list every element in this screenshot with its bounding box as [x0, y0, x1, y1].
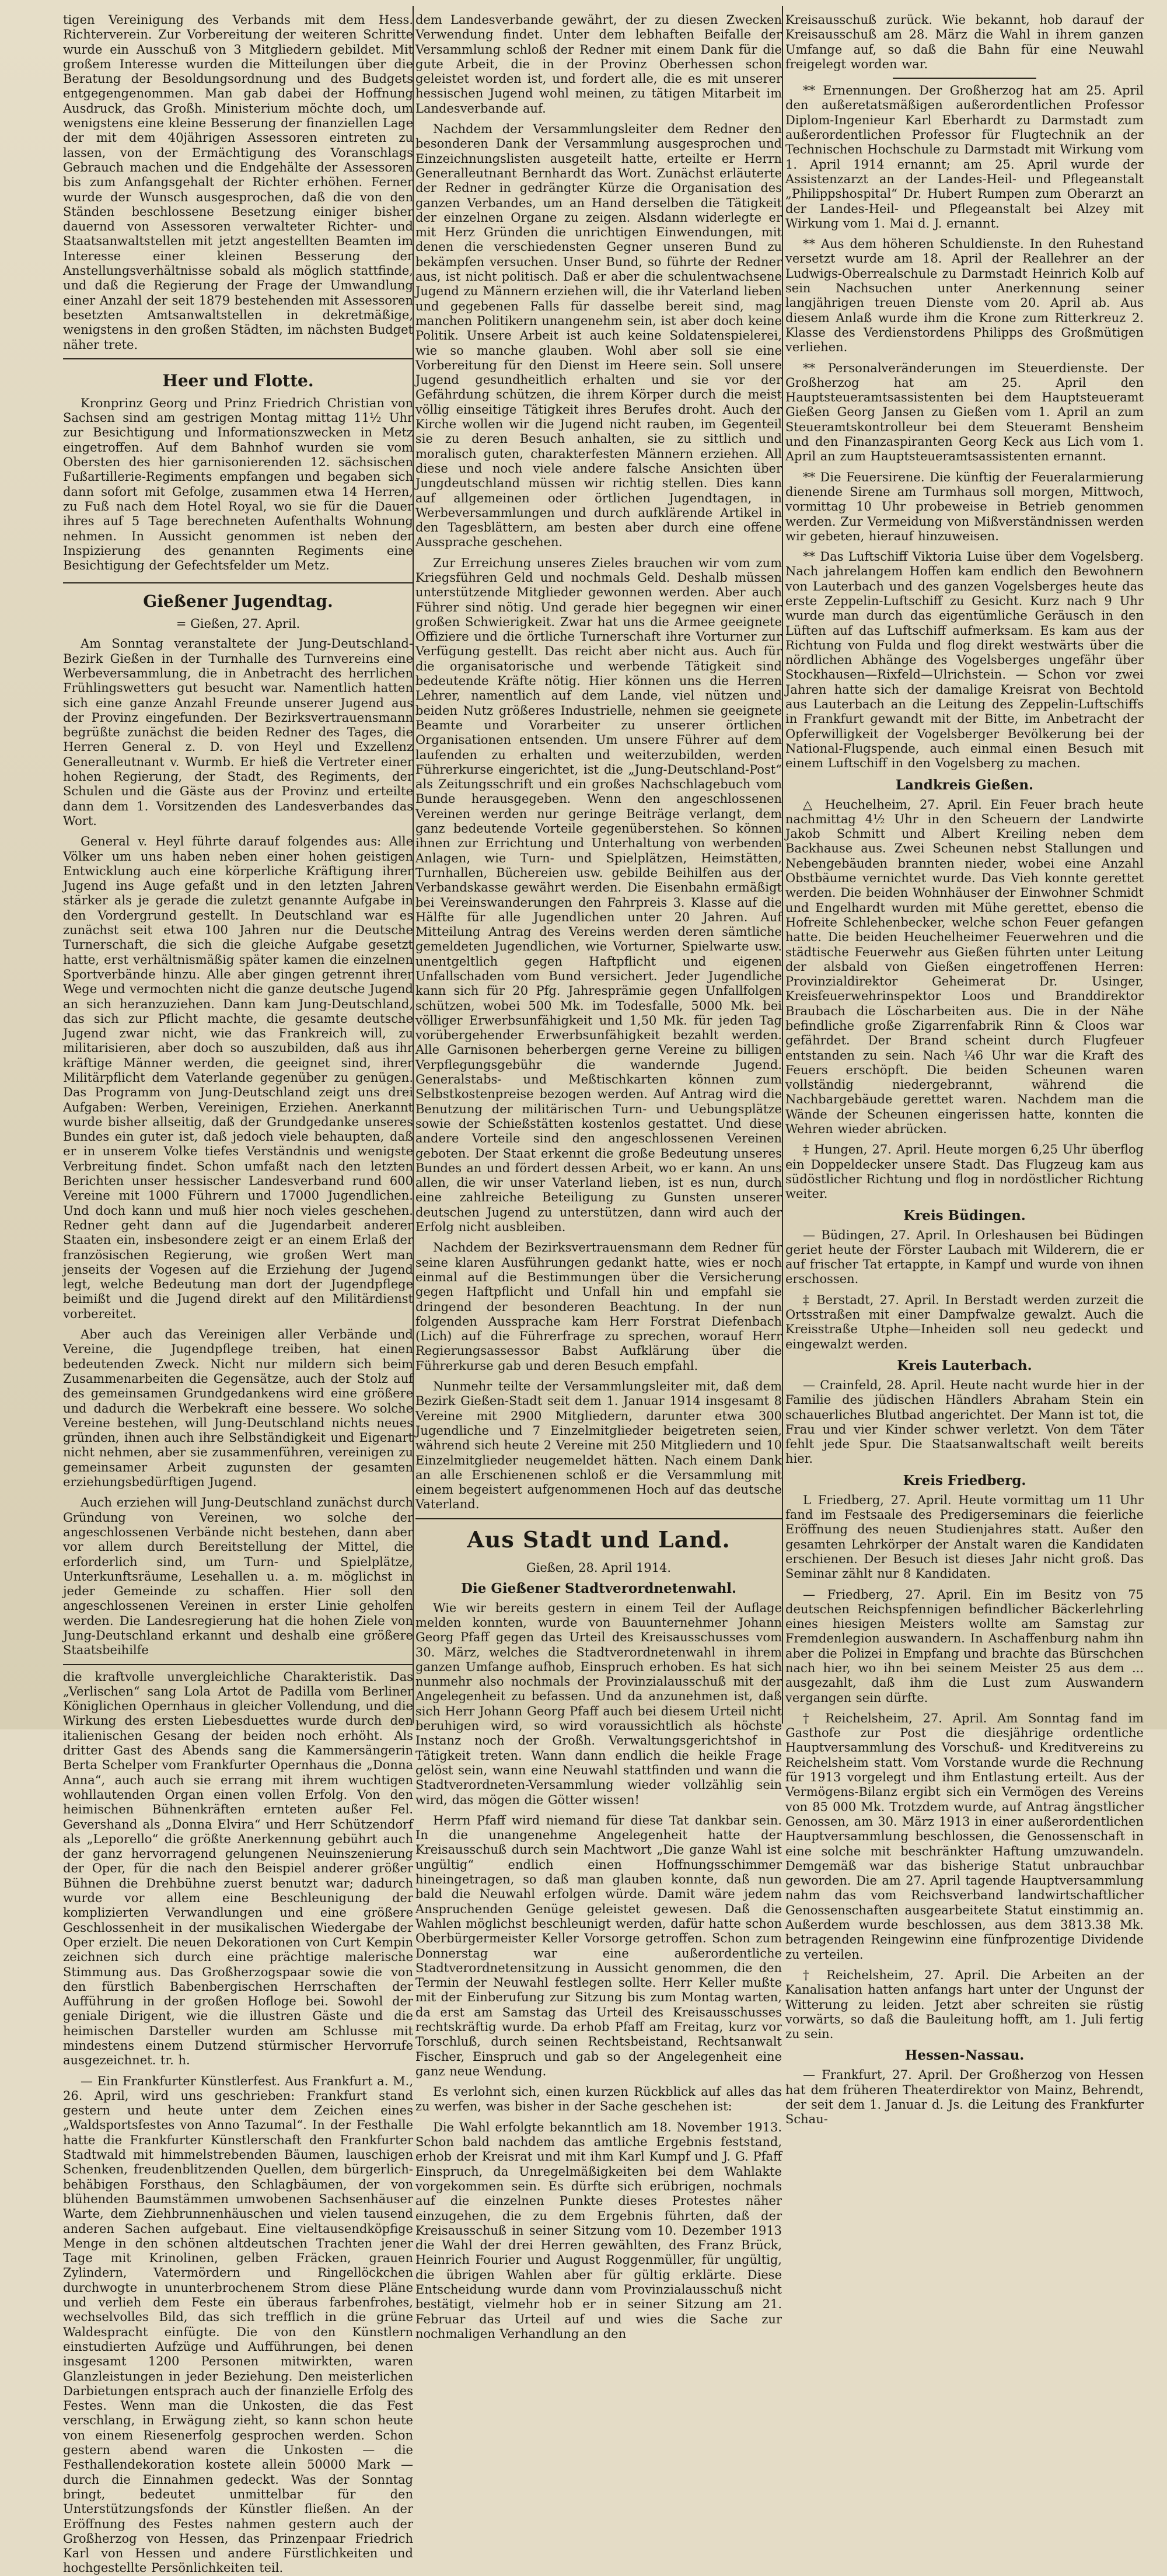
dateline-giessen: = Gießen, 27. April.	[176, 617, 301, 631]
article-jugendtag-p8: Nunmehr teilte der Versammlungsleiter mit, daß dem Bezirk Gießen-Stadt seit dem 1. Januar 1914 insgesamt 8 Vereine mit 2900 Mitgliedern, darunter etwa 300 Jugendliche und 7 Einzelmitglieder beigetreten seien, während sich heute 2 Vereine mit 250 Mitgliedern und 10 Einzelmitglieder neugemeldet hätten. Nach einem Dank an alle Erschienenen schloß er die Versammlung mit einem begeistert aufgenommenen Hoch auf das deutsche Vaterland.	[415, 1379, 782, 1512]
article-feuersirene: ** Die Feuersirene. Die künftig der Feueralarmierung dienende Sirene am Turmhaus soll morgen, Mittwoch, vormittag 10 Uhr probeweise in Betrieb genommen werden. Zur Vermeidung von Mißverständnissen werden wir gebeten, hierauf hinzuweisen.	[785, 470, 1144, 543]
column-rule	[782, 6, 783, 1724]
article-wahl-p1: Wie wir bereits gestern in einem Teil der Auflage melden konnten, wurde von Bauunternehmer Johann Georg Pfaff gegen das Urteil des Kreisausschusses vom 30. März, welches die Stadtverordnetenwahl in ihrem ganzen Umfange aufhob, Einspruch erhoben. Es hat sich nunmehr also nochmals der Provinzialausschuß mit der Angelegenheit zu befassen. Und da anzunehmen ist, daß sich Herr Johann Georg Pfaff auch bei diesem Urteil nicht beruhigen wird, so wird voraussichtlich als höchste Instanz noch der Großh. Verwaltungsgerichtshof in Tätigkeit treten. Wann dann endlich die heikle Frage gelöst sein, wann eine Neuwahl stattfinden und wann die Stadtverordneten-Versammlung wieder vollzählig sein wird, das mögen die Götter wissen!	[415, 1600, 782, 1807]
article-friedberg-legion: — Friedberg, 27. April. Ein im Besitz von 75 deutschen Reichspfennigen befindlicher Bäckerlehrling eines hiesigen Meisters wollte am Samstag zur Fremdenlegion auswandern. In Aschaffenburg nahm ihn aber die Polizei in Empfang und brachte das Bürschchen nach hier, wo ihn bei seinem Meister 25 aus dem ... ausgezahlt, daß ihm die Lust zum Auswandern vergangen sein dürfte.	[785, 1587, 1144, 1705]
feuilleton-kuenstlerfest: — Ein Frankfurter Künstlerfest. Aus Frankfurt a. M., 26. April, wird uns geschrieben: Frankfurt stand gestern und heute unter dem Zeichen eines „Waldsportsfestes von Anno Tazumal“. In der Festhalle hatte die Frankfurter Künstlerschaft den Frankfurter Stadtwald mit himmelstrebenden Bäumen, lauschigen Schenken, freudenblitzenden Quellen, dem bürgerlich-behäbigen Forsthaus, den Schlagbäumen, der von blühenden Baumstämmen umwobenen Sachsenhäuser Warte, dem Ziehbrunnenhäuschen und vielen tausend anderen Sachen aufgebaut. Eine vieltausendköpfige Menge in den schönen altdeutschen Trachten jener Tage mit Krinolinen, gelben Fräcken, grauen Zylindern, Vatermördern und Ringellöckchen durchwogte in ununterbrochenem Strom diese Pläne und verlieh dem Feste ein überaus farbenfrohes, wechselvolles Bild, das sich trefflich in die grüne Waldespracht einfügte. Die von den Künstlern einstudierten Aufzüge und Aufführungen, bei denen insgesamt 1200 Personen mitwirkten, waren Glanzleistungen in jeder Beziehung. Den meisterlichen Darbietungen entsprach auch der finanzielle Erfolg des Festes. Wenn man die Unkosten, die das Fest verschlang, in Erwägung zieht, so kann schon heute von einem Riesenerfolg gesprochen werden. Schon gestern abend waren die Unkosten — die Festhallendekoration kostete allein 50000 Mark — durch die Einnahmen gedeckt. Was der Sonntag bringt, bedeutet unmittelbar für den Unterstützungsfonds der Künstler fließen. An der Eröffnung des Festes nahmen gestern auch der Großherzog von Hessen, das Prinzenpaar Friedrich Karl von Hessen und andere Fürstlichkeiten und hochgestellte Persönlichkeiten teil.	[63, 2074, 413, 2575]
section-heading-kreis-lauterbach: Kreis Lauterbach.	[897, 1357, 1032, 1373]
divider	[415, 1518, 782, 1519]
article-frankfurt: — Frankfurt, 27. April. Der Großherzog von Hessen hat dem früheren Theaterdirektor von Mainz, Behrendt, der seit dem 1. Januar d. Js. die Leitung des Frankfurter Schau-	[785, 2068, 1144, 2127]
article-wahl-p2: Herrn Pfaff wird niemand für diese Tat dankbar sein. In die unangenehme Angelegenheit hatte der Kreisausschuß durch sein Machtwort „Die ganze Wahl ist ungültig“ endlich einen Hoffnungsschimmer hineingetragen, so daß man glauben konnte, daß nun bald die Neuwahl erfolgen würde. Damit wäre jedem Anspruchenden Genüge geleistet gewesen. Daß die Wahlen möglichst beschleunigt werden, dafür hatte schon Oberbürgermeister Keller Vorsorge getroffen. Schon zum Donnerstag war eine außerordentliche Stadtverordnetensitzung in Aussicht genommen, die den Termin der Neuwahl festlegen sollte. Herr Keller mußte mit der Einberufung zur Sitzung bis zum Montag warten, da erst am Samstag das Urteil des Kreisausschusses rechtskräftig wurde. Da erhob Pfaff am Freitag, kurz vor Torschluß, durch seinen Rechtsbeistand, Rechtsanwalt Fischer, Einspruch und gab so der Angelegenheit eine ganz neue Wendung.	[415, 1813, 782, 2078]
section-heer	[63, 358, 413, 584]
article-hungen: ‡ Hungen, 27. April. Heute morgen 6,25 Uhr überflog ein Doppeldecker unsere Stadt. Das Flugzeug kam aus südöstlicher Richtung und flog in nordöstlicher Richtung weiter.	[785, 1142, 1144, 1201]
article-continuation-assessoren: tigen Vereinigung des Verbands mit dem Hess. Richterverein. Zur Vorbereitung der weiteren Schritte wurde ein Ausschuß von 3 Mitgliedern gebildet. Mit großem Interesse wurden die Mitteilungen über die Beratung der Besoldungsordnung und des Budgets entgegengenommen. Man gab dabei der Hoffnung Ausdruck, das Großh. Ministerium möchte doch, um wenigstens eine kleine Besserung der finanziellen Lage der mit dem 40jährigen Assessoren eintreten zu lassen, von der Ermächtigung des Voranschlags Gebrauch machen und die Endgehälte der Assessoren bis zum Anfangsgehalt der Richter erhöhen. Ferner wurde der Wunsch ausgesprochen, daß die von den Ständen beschlossene Besetzung einiger bisher dauernd von Assessoren verwalteter Richter- und Staatsanwaltstellen mit jetzt angestellten Beamten im Interesse einer kleinen Besserung der Anstellungsverhältnisse sobald als möglich stattfinde, und daß die Regierung der Frage der Umwandlung einer Anzahl der seit 1879 bestehenden mit Assessoren besetzten Amtsanwaltstellen in dekretmäßige, wenigstens in den großen Städten, im nächsten Budget näher trete.	[63, 13, 413, 352]
article-buedingen: — Büdingen, 27. April. In Orleshausen bei Büdingen geriet heute der Förster Laubach mit Wilderern, die er auf frischer Tat ertappte, in Kampf und wurde von ihnen erschossen.	[785, 1228, 1144, 1287]
article-berstadt: ‡ Berstadt, 27. April. In Berstadt werden zurzeit die Ortsstraßen mit einer Dampfwalze gewalzt. Auch die Kreisstraße Utphe—Inheiden soll neu gedeckt und eingewalzt werden.	[785, 1292, 1144, 1351]
article-ernennungen: ** Ernennungen. Der Großherzog hat am 25. April den außeretatsmäßigen außerordentlichen Professor Diplom-Ingenieur Karl Eberhardt zu Darmstadt zum außerordentlichen Professor für Flugtechnik an der Technischen Hochschule zu Darmstadt mit Wirkung vom 1. April 1914 ernannt; am 25. April wurde der Assistenzarzt an der Landes-Heil- und Pflegeanstalt „Philippshospital“ Dr. Hubert Rumpen zum Oberarzt an der Landes-Heil- und Pflegeanstalt bei Alzey mit Wirkung vom 1. Mai d. J. ernannt.	[785, 83, 1144, 230]
section-heading-kreis-friedberg: Kreis Friedberg.	[903, 1472, 1026, 1488]
column-middle	[415, 13, 782, 2341]
article-jugendtag-p2: General v. Heyl führte darauf folgendes aus: Alle Völker um uns haben neben einer hohen geistigen Entwicklung auch eine körperliche Kräftigung ihrer Jugend ins Auge gefaßt und in den letzten Jahren stärker als je gerade die zuletzt genannte Aufgabe in den Vordergrund gestellt. In Deutschland war es zunächst seit etwa 100 Jahren nur die Deutsche Turnerschaft, die sich die gleiche Aufgabe gesetzt hatte, erst verhältnismäßig später kamen die einzelnen Sportverbände hinzu. Alle aber gingen getrennt ihrer Wege und vermochten nicht die ganze deutsche Jugend an sich heranzuziehen. Dann kam Jung-Deutschland, das sich zur Pflicht machte, die gesamte deutsche Jugend zwar nicht, wie das Frankreich will, zu militarisieren, aber doch so auszubilden, daß aus ihr kräftige Männer werden, die geeignet sind, ihrer Militärpflicht dem Vaterlande gegenüber zu genügen. Das Programm von Jung-Deutschland zeigt uns drei Aufgaben: Werben, Vereinigen, Erziehen. Anerkannt wurde bisher allseitig, daß der Grundgedanke unseres Bundes ein guter ist, daß jedoch viele behaupten, daß er in unserem Volke tiefes Verständnis und wenigste Verbreitung findet. Schon umfaßt nach den letzten Berichten unser hessischer Landesverband rund 600 Vereine mit 1000 Führern und 17000 Jugendlichen. Und doch kann und muß hier noch vieles geschehen. Redner geht dann auf die Jugendarbeit anderer Staaten ein, insbesondere zeigt er an einem Erlaß der französischen Regierung, wie großen Wert man jenseits der Vogesen auf die Erziehung der Jugend legt, welche Bedeutung man dort der Jugendpflege beimißt und die Jugend direkt auf den Militärdienst vorbereitet.	[63, 834, 413, 1321]
article-friedberg-seminar: L Friedberg, 27. April. Heute vormittag um 11 Uhr fand im Festsaale des Predigerseminars die feierliche Eröffnung des neuen Studienjahres statt. Außer den gesamten Lehrkörper der Anstalt waren die Kandidaten erschienen. Der Besuch ist dieses Jahr nicht groß. Das Seminar zählt nur 8 Kandidaten.	[785, 1493, 1144, 1581]
dateline-giessen-1914: Gießen, 28. April 1914.	[526, 1560, 672, 1575]
article-heuchelheim: △ Heuchelheim, 27. April. Ein Feuer brach heute nachmittag 4½ Uhr in den Scheuern der Landwirte Jakob Schmitt und Albert Kreiling neben dem Backhause aus. Zwei Scheunen nebst Stallungen und Nebengebäuden brannten nieder, wobei eine Anzahl Obstbäume vernichtet wurde. Das Vieh konnte gerettet werden. Die beiden Wohnhäuser der Einwohner Schmidt und Engelhardt wurden mit Mühe gerettet, ebenso die Hofreite Schlehenbecker, welche schon Feuer gefangen hatte. Die beiden Heuchelheimer Feuerwehren und die städtische Feuerwehr aus Gießen führten unter Leitung der alsbald von Gießen eingetroffenen Herren: Provinzialdirektor Geheimerat Dr. Usinger, Kreisfeuerwehrinspektor Loos und Branddirektor Braubach die Löscharbeiten aus. Die in der Nähe befindliche große Zigarrenfabrik Rinn & Cloos war gefährdet. Der Brand scheint durch Flugfeuer entstanden zu sein. Nach ¼6 Uhr war die Kraft des Feuers erschöpft. Die beiden Scheunen waren vollständig niedergebrannt, während die Nachbargebäude gerettet waren. Nachdem man die Wände der Scheunen eingerissen hatte, konnten die Wehren wieder abrücken.	[785, 797, 1144, 1137]
article-wahl-continuation: Kreisausschuß zurück. Wie bekannt, hob darauf der Kreisausschuß am 28. März die Wahl in ihrem ganzen Umfange auf, so daß die Bahn für eine Neuwahl freigelegt worden war.	[785, 13, 1144, 71]
divider	[893, 78, 1036, 79]
article-jugendtag-p4: Auch erziehen will Jung-Deutschland zunächst durch Gründung von Vereinen, wo solche der angeschlossenen Verbände nicht bestehen, dann aber vor allem durch Bereitstellung der Mittel, die erforderlich sind, um Turn- und Spielplätze, Unterkunftsräume, Lesehallen u. a. m. möglichst in jeder Gemeinde zu schaffen. Hier soll den angeschlossenen Vereinen in erster Linie geholfen werden. Die Landesregierung hat die hohen Ziele von Jung-Deutschland erkannt und deshalb eine größere Staatsbeihilfe	[63, 1495, 413, 1658]
article-continuation-landesverband: dem Landesverbande gewährt, der zu diesen Zwecken Verwendung findet. Unter dem lebhaften Beifalle der Versammlung schloß der Redner mit einem Dank für die gute Arbeit, die in der Provinz Oberhessen schon geleistet worden ist, und fordert alle, die es mit unserer hessischen Jugend wohl meinen, zu tätigen Mitarbeit im Landesverbande auf.	[415, 13, 782, 116]
article-wahl-p4: Die Wahl erfolgte bekanntlich am 18. November 1913. Schon bald nachdem das amtliche Ergebnis feststand, erhob der Kreisrat und mit ihm Karl Kumpf und J. G. Pfaff Einspruch, da Unregelmäßigkeiten bei dem Wahlakte vorgekommen sein. Es dürfte sich erübrigen, nochmals auf die einzelnen Punkte dieses Protestes näher einzugehen, die zu dem Ergebnis führten, daß der Kreisausschuß in seiner Sitzung vom 10. Dezember 1913 die Wahl der drei Herren gewählten, des Franz Brück, Heinrich Fourier und August Roggenmüller, für ungültig, die übrigen Wahlen aber für gültig erklärte. Diese Entscheidung wurde dann vom Provinzialausschuß nicht bestätigt, vielmehr hob er in seiner Sitzung am 21. Februar das Urteil auf und wies die Sache zur nochmaligen Verhandlung an den	[415, 2120, 782, 2341]
section-heading-landkreis-giessen: Landkreis Gießen.	[895, 777, 1034, 793]
article-reichelsheim-verein: † Reichelsheim, 27. April. Am Sonntag fand im Gasthofe zur Post die diesjährige ordentliche Hauptversammlung des Vorschuß- und Kreditvereins zu Reichelsheim statt. Vom Vorstande wurde die Rechnung für 1913 vorgelegt und ihm Entlastung erteilt. Aus der Vermögens-Bilanz ergibt sich ein Vermögen des Vereins von 85 000 Mk. Trotzdem wurde, auf Antrag ängstlicher Genossen, am 30. März 1913 in einer außerordentlichen Hauptversammlung beschlossen, die Genossenschaft in eine solche mit beschränkter Haftung umzuwandeln. Demgemäß war das bisherige Statut unbrauchbar geworden. Die am 27. April tagende Hauptversammlung nahm das vom Reichsverband landwirtschaftlicher Genossenschaften ausgearbeitete Statut einstimmig an. Außerdem wurde beschlossen, aus dem 3813.38 Mk. betragenden Reingewinn eine fünfprozentige Dividende zu verteilen.	[785, 1711, 1144, 1962]
section-heading-stadt-und-land: Aus Stadt und Land.	[467, 1526, 731, 1553]
article-jugendtag-p5: Nachdem der Versammlungsleiter dem Redner den besonderen Dank der Versammlung ausgesprochen und Einzeichnungslisten ausgeteilt hatte, erteilte er Herrn Generalleutnant Bernhardt das Wort. Zunächst erläuterte der Redner in gedrängter Kürze die Organisation des ganzen Verbandes, um an Hand derselben die Tätigkeit der einzelnen Organe zu zeigen. Alsdann widerlegte er mit Herz Gründen die unrichtigen Einwendungen, mit denen die verschiedensten Gegner unseren Bund zu bekämpfen versuchen. Unser Bund, so führte der Redner aus, ist nicht politisch. Daß er aber die schulentwachsene Jugend zu Männern erziehen will, die ihr Vaterland lieben und gegebenen Falls für dasselbe bereit sind, mag manchen Politikern unangenehm sein, ist aber doch keine Politik. Unsere Arbeit ist auch keine Soldatenspielerei, wie so manche glauben. Wohl aber soll sie eine Vorbereitung für den Dienst im Heere sein. Soll unsere Jugend gesundheitlich erhalten und sie vor der Gefährdung schützen, die ihrem Körper durch die meist völlig einseitige Tätigkeit ihres Berufes droht. Auch der Kirche wollen wir die Jugend nicht rauben, im Gegenteil sie zu deren Besuch anhalten, sie zu sittlich und moralisch guten, charakterfesten Männern erziehen. All diese und noch viele andere falsche Ansichten über Jungdeutschland müssen wir richtig stellen. Dies kann auf allgemeinen oder örtlichen Jugendtagen, in Werbeversammlungen und durch aufklärende Artikel in den Tagesblättern, am besten aber durch eine offene Aussprache geschehen.	[415, 122, 782, 550]
article-kronprinz: Kronprinz Georg und Prinz Friedrich Christian von Sachsen sind am gestrigen Montag mittag 11½ Uhr zur Besichtigung und Informationszwecken in Metz eingetroffen. Auf dem Bahnhof wurden sie vom Obersten des hier garnisonierenden 12. sächsischen Fußartillerie-Regiments empfangen und begaben sich dann sofort mit Gefolge, zusammen etwa 14 Herren, zu Fuß nach dem Hotel Royal, wo sie für die Dauer ihres auf 5 Tage berechneten Aufenthalts Wohnung nehmen. In Aussicht genommen ist neben der Inspizierung des genannten Regiments eine Besichtigung der Gefechtsfelder um Metz.	[63, 396, 413, 573]
column-right	[785, 13, 1144, 2127]
section-heading-jugendtag: Gießener Jugendtag.	[143, 592, 333, 611]
section-heading-hessen-nassau: Hessen-Nassau.	[904, 2047, 1025, 2064]
column-left	[63, 13, 413, 2575]
divider	[63, 1664, 413, 1665]
article-jugendtag-p1: Am Sonntag veranstaltete der Jung-Deutschland-Bezirk Gießen in der Turnhalle des Turnvereins eine Werbeversammlung, die in Anbetracht des herrlichen Frühlingswetters gut besucht war. Namentlich hatten sich eine ganze Anzahl Freunde unserer Jugend aus der Provinz eingefunden. Der Bezirksvertrauensmann begrüßte zunächst die beiden Redner des Tages, die Herren General z. D. von Heyl und Exzellenz Generalleutnant v. Wurmb. Er hieß die Vertreter einer hohen Regierung, der Stadt, des Regiments, der Schulen und die Gäste aus der Provinz und erteilte dann dem 1. Vorsitzenden des Landesverbandes das Wort.	[63, 637, 413, 828]
article-luftschiff: ** Das Luftschiff Viktoria Luise über dem Vogelsberg. Nach jahrelangem Hoffen kam endlich den Bewohnern von Lauterbach und des ganzen Vogelsberges heute das erste Zeppelin-Luftschiff zu Gesicht. Kurz nach 9 Uhr wurde man durch das eigentümliche Geräusch in den Lüften auf das Luftschiff aufmerksam. Es kam aus der Richtung von Fulda und flog direkt westwärts über die nördlichen Abhänge des Vogelsberges ungefähr über Stockhausen—Rixfeld—Ulrichstein. — Schon vor zwei Jahren hatte sich der damalige Kreisrat von Bechtold aus Lauterbach an die Leitung des Zeppelin-Luftschiffs in Frankfurt gewandt mit der Bitte, im Anbetracht der Opferwilligkeit der Vogelsberger Bevölkerung bei der National-Flugspende, auch einmal einen Besuch mit einem Luftschiff in den Vogelsberg zu machen.	[785, 550, 1144, 771]
section-heading-heer-und-flotte: Heer und Flotte.	[162, 371, 314, 390]
section-heading-kreis-buedingen: Kreis Büdingen.	[903, 1207, 1026, 1224]
article-heading-stadtverordnetenwahl: Die Gießener Stadtverordnetenwahl.	[461, 1580, 736, 1596]
article-wahl-p3: Es verlohnt sich, einen kurzen Rückblick auf alles das zu werfen, was bisher in der Sache geschehen ist:	[415, 2085, 782, 2114]
article-steuerdienst: ** Personalveränderungen im Steuerdienste. Der Großherzog hat am 25. April den Hauptsteueramtsassistenten bei dem Hauptsteueramt Gießen Georg Jansen zu Gießen vom 1. April an zum Steueramtskontrolleur bei dem Steueramt Bensheim und den Finanzaspiranten Georg Keck aus Lich vom 1. April an zum Hauptsteueramtsassistenten ernannt.	[785, 361, 1144, 464]
article-reichelsheim-kanal: † Reichelsheim, 27. April. Die Arbeiten an der Kanalisation hatten anfangs hart unter der Ungunst der Witterung zu leiden. Jetzt aber schreiten sie rüstig vorwärts, so daß die Bauleitung hofft, am 1. Juli fertig zu sein.	[785, 1967, 1144, 2042]
article-jugendtag-p3: Aber auch das Vereinigen aller Verbände und Vereine, die Jugendpflege treiben, hat einen bedeutenden Zweck. Nicht nur mildern sich beim Zusammenarbeiten die Gegensätze, auch der Stolz auf des gemeinsamen Grundgedankens wird eine größere und dadurch die Werbekraft eine bessere. Wo solche Vereine bestehen, will Jung-Deutschland nichts neues gründen, ihnen auch ihre Selbständigkeit und Eigenart nicht nehmen, aber sie zusammenführen, vereinigen zu gemeinsamer Arbeit zugunsten der gesamten erziehungsbedürftigen Jugend.	[63, 1327, 413, 1490]
article-schuldienst: ** Aus dem höheren Schuldienste. In den Ruhestand versetzt wurde am 18. April der Reallehrer an der Ludwigs-Oberrealschule zu Darmstadt Heinrich Kolb auf sein Nachsuchen unter Anerkennung seiner langjährigen treuen Dienste vom 20. April ab. Aus diesem Anlaß wurde ihm die Krone zum Ritterkreuz 2. Klasse des Verdienstordens Philipps des Großmütigen verliehen.	[785, 237, 1144, 355]
article-jugendtag-p7: Nachdem der Bezirksvertrauensmann dem Redner für seine klaren Ausführungen gedankt hatte, wies er noch einmal auf die Bestimmungen über die Versicherung gegen Haftpflicht und Unfall hin und empfahl sie dringend der besonderen Beachtung. In der nun folgenden Aussprache kam Herr Forstrat Diefenbach (Lich) auf die Führerfrage zu sprechen, worauf Herr Regierungsassessor Babst Aufklärung über die Führerkurse gab und deren Besuch empfahl.	[415, 1240, 782, 1373]
feuilleton-opera: die kraftvolle unvergleichliche Charakteristik. Das „Verlischen“ sang Lola Artot de Padilla vom Berliner Königlichen Opernhaus in gleicher Vollendung, und die Wirkung des ersten Liebesduettes wurde durch den italienischen Gesang der beiden noch erhöht. Als dritter Gast des Abends sang die Kammersängerin Berta Schelper vom Frankfurter Opernhaus die „Donna Anna“, auch auch sie errang mit ihrem wuchtigen wohllautenden Organ einen vollen Erfolg. Von den heimischen Bühnenkräften ernteten außer Fel. Gevershand als „Donna Elvira“ und Herr Schützendorf als „Leporello“ die größte Anerkennung gebührt auch der ganz hervorragend gelungenen Neuinszenierung der Oper, für die nach den Beispiel anderer größer Bühnen die Drehbühne zuerst benutzt war; dadurch wurde vor allem eine Beschleunigung der komplizierten Verwandlungen und eine größere Geschlossenheit in der musikalischen Wiedergabe der Oper erzielt. Die neuen Dekorationen von Curt Kempin zeichnen sich durch eine prächtige malerische Stimmung aus. Das Großherzogspaar sowie die von den fürstlich Babenbergischen Herrschaften der Aufführung in der großen Hofloge bei. Sowohl der geniale Dirigent, wie die illustren Gäste und die heimischen Darsteller wurden am Schlusse mit mindestens einem Dutzend stürmischer Hervorrufe ausgezeichnet. tr. h.	[63, 1669, 413, 2068]
article-jugendtag-p6: Zur Erreichung unseres Zieles brauchen wir vom zum Kriegsführen Geld und nochmals Geld. Deshalb müssen unterstützende Mitglieder gewonnen werden. Aber auch Führer sind nötig. Und gerade hier begegnen wir einer großen Schwierigkeit. Zwar hat uns die Armee geeignete Offiziere und die örtliche Turnerschaft ihre Vorturner zur Verfügung gestellt. Das reicht aber nicht aus. Auch für die organisatorische und werbende Tätigkeit sind bedeutende Kräfte nötig. Hier können uns die Herren Lehrer, namentlich auf dem Lande, viel nützen und beiden Nutz größeres Industrielle, nehmen sie geeignete Beamte und Vorarbeiter zu unserer örtlichen Organisationen entsenden. Um unsere Führer auf dem laufenden zu erhalten und weiterzubilden, werden Führerkurse eingerichtet, ist die „Jung-Deutschland-Post“ als Zeitungsschrift und ein großes Nachschlagebuch vom Bunde herausgegeben. Wenn den angeschlossenen Vereinen werden nur geringe Beiträge verlangt, dem ganz bedeutende Vorteile gegenüberstehen. So können ihnen zur Errichtung und Unterhaltung von werbenden Anlagen, wie Turn- und Spielplätzen, Heimstätten, Turnhallen, Büchereien usw. gebilde Beihilfen aus der Verbandskasse gewährt werden. Die Eisenbahn ermäßigt bei Vereinswanderungen den Fahrpreis 3. Klasse auf die Hälfte für alle Jugendlichen unter 20 Jahren. Auf Mitteilung Antrag des Vereins werden deren sämtliche gemeldeten Jugendlichen, wie Vorturner, Spielwarte usw. unentgeltlich gegen Haftpflicht und eigenen Unfallschaden vom Bund versichert. Jeder Jugendliche kann sich für 20 Pfg. Jahresprämie gegen Unfallfolgen schützen, wobei 500 Mk. im Todesfalle, 5000 Mk. bei völliger Erwerbsunfähigkeit und 1,50 Mk. für jeden Tag vorübergehender Erwerbsunfähigkeit bezahlt werden. Alle Garnisonen beherbergen gerne Vereine zu billigen Verpflegungsgebühr die wandernde Jugend. Generalstabs- und Meßtischkarten können zum Selbstkostenpreise bezogen werden. Auf Antrag wird die Benutzung der militärischen Turn- und Uebungsplätze sowie der Schießstätten kostenlos gestattet. Und diese andere Vorteile sind den angeschlossenen Vereinen geboten. Der Staat erkennt die große Bedeutung unseres Bundes an und fördert dessen Arbeit, wo er kann. An uns allen, die wir unser Vaterland lieben, ist es nun, durch eine zahlreiche Beteiligung zu Gunsten unserer deutschen Jugend zu unterstützen, dann wird auch der Erfolg nicht ausbleiben.	[415, 555, 782, 1235]
article-crainfeld: — Crainfeld, 28. April. Heute nacht wurde hier in der Familie des jüdischen Händlers Abraham Stein ein schauerliches Blutbad angerichtet. Der Mann ist tot, die Frau und vier Kinder schwer verletzt. Von dem Täter fehlt jede Spur. Die Staatsanwaltschaft weilt bereits hier.	[785, 1378, 1144, 1466]
